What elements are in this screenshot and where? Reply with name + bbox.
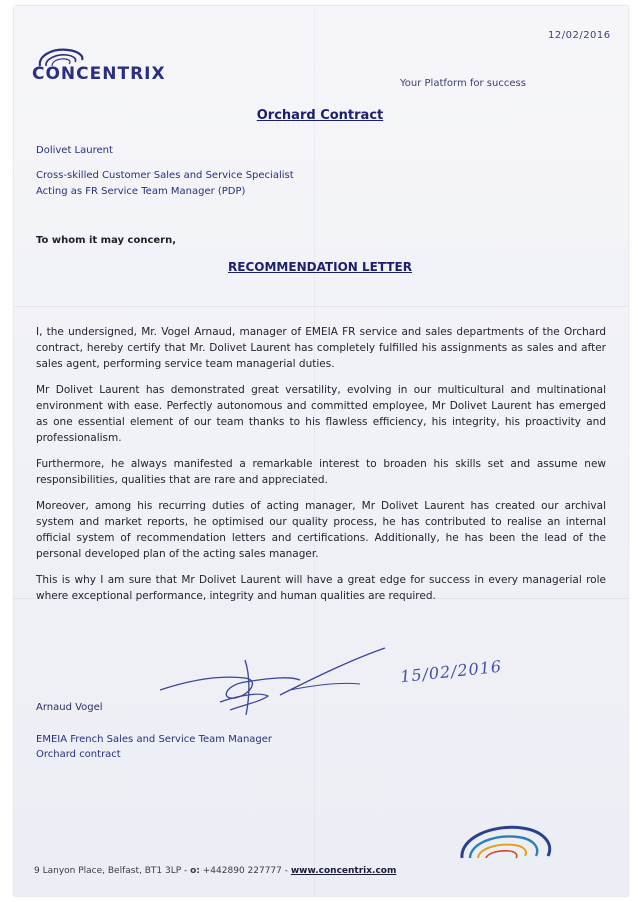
paper-fold-line — [14, 306, 628, 307]
signer-name: Arnaud Vogel — [36, 702, 103, 713]
letter-date: 12/02/2016 — [548, 30, 611, 41]
letter-body — [36, 324, 606, 614]
body-paragraph: This is why I am sure that Mr Dolivet Laurent will have a great edge for success in every managerial role where exceptional performance, integrity and human qualities are required. — [36, 574, 606, 602]
recipient-role: Cross-skilled Customer Sales and Service Specialist — [36, 170, 294, 181]
footer-address: 9 Lanyon Place, Belfast, BT1 3LP - — [34, 866, 191, 876]
swirl-logo-icon — [452, 818, 562, 878]
recipient-acting-role: Acting as FR Service Team Manager (PDP) — [36, 186, 246, 197]
footer-contact — [34, 866, 396, 876]
footer-phone: +442890 227777 - — [199, 866, 291, 876]
letter-heading: RECOMMENDATION LETTER — [228, 260, 412, 274]
phone-label: o: — [190, 866, 200, 876]
company-name: CONCENTRIX — [32, 64, 166, 84]
body-paragraph: Moreover, among his recurring duties of acting manager, Mr Dolivet Laurent has created our archival system and market reports, he optimised our quality process, he has contributed to realise an internal official system of recommendation letters and certifications. Additionally, he has been the lead of the personal developed plan of the acting sales manager. — [36, 500, 606, 560]
handwritten-date: 15/02/2016 — [399, 656, 503, 687]
body-paragraph: Mr Dolivet Laurent has demonstrated great versatility, evolving in our multicultural and multinational environment with ease. Perfectly autonomous and committed employee, Mr Dolivet Laurent has emerged as one essential element of our team thanks to his flawless efficiency, his integrity, his proactivity and professionalism. — [36, 384, 606, 444]
signer-title: EMEIA French Sales and Service Team Manager — [36, 734, 273, 745]
recipient-name: Dolivet Laurent — [36, 145, 113, 156]
tagline: Your Platform for success — [400, 78, 526, 89]
company-logo — [32, 46, 202, 88]
website-link[interactable]: www.concentrix.com — [290, 866, 397, 876]
body-paragraph: I, the undersigned, Mr. Vogel Arnaud, manager of EMEIA FR service and sales departments of the Orchard contract, hereby certify that Mr. Dolivet Laurent has completely fulfilled his assignments as sales and after sales agent, performing service team managerial duties. — [36, 326, 606, 370]
document-title: Orchard Contract — [256, 108, 384, 123]
handwritten-signature — [150, 640, 390, 720]
signer-department: Orchard contract — [36, 749, 121, 760]
body-paragraph: Furthermore, he always manifested a remarkable interest to broaden his skills set and assume new responsibilities, qualities that are rare and appreciated. — [36, 458, 606, 486]
greeting: To whom it may concern, — [36, 235, 176, 246]
